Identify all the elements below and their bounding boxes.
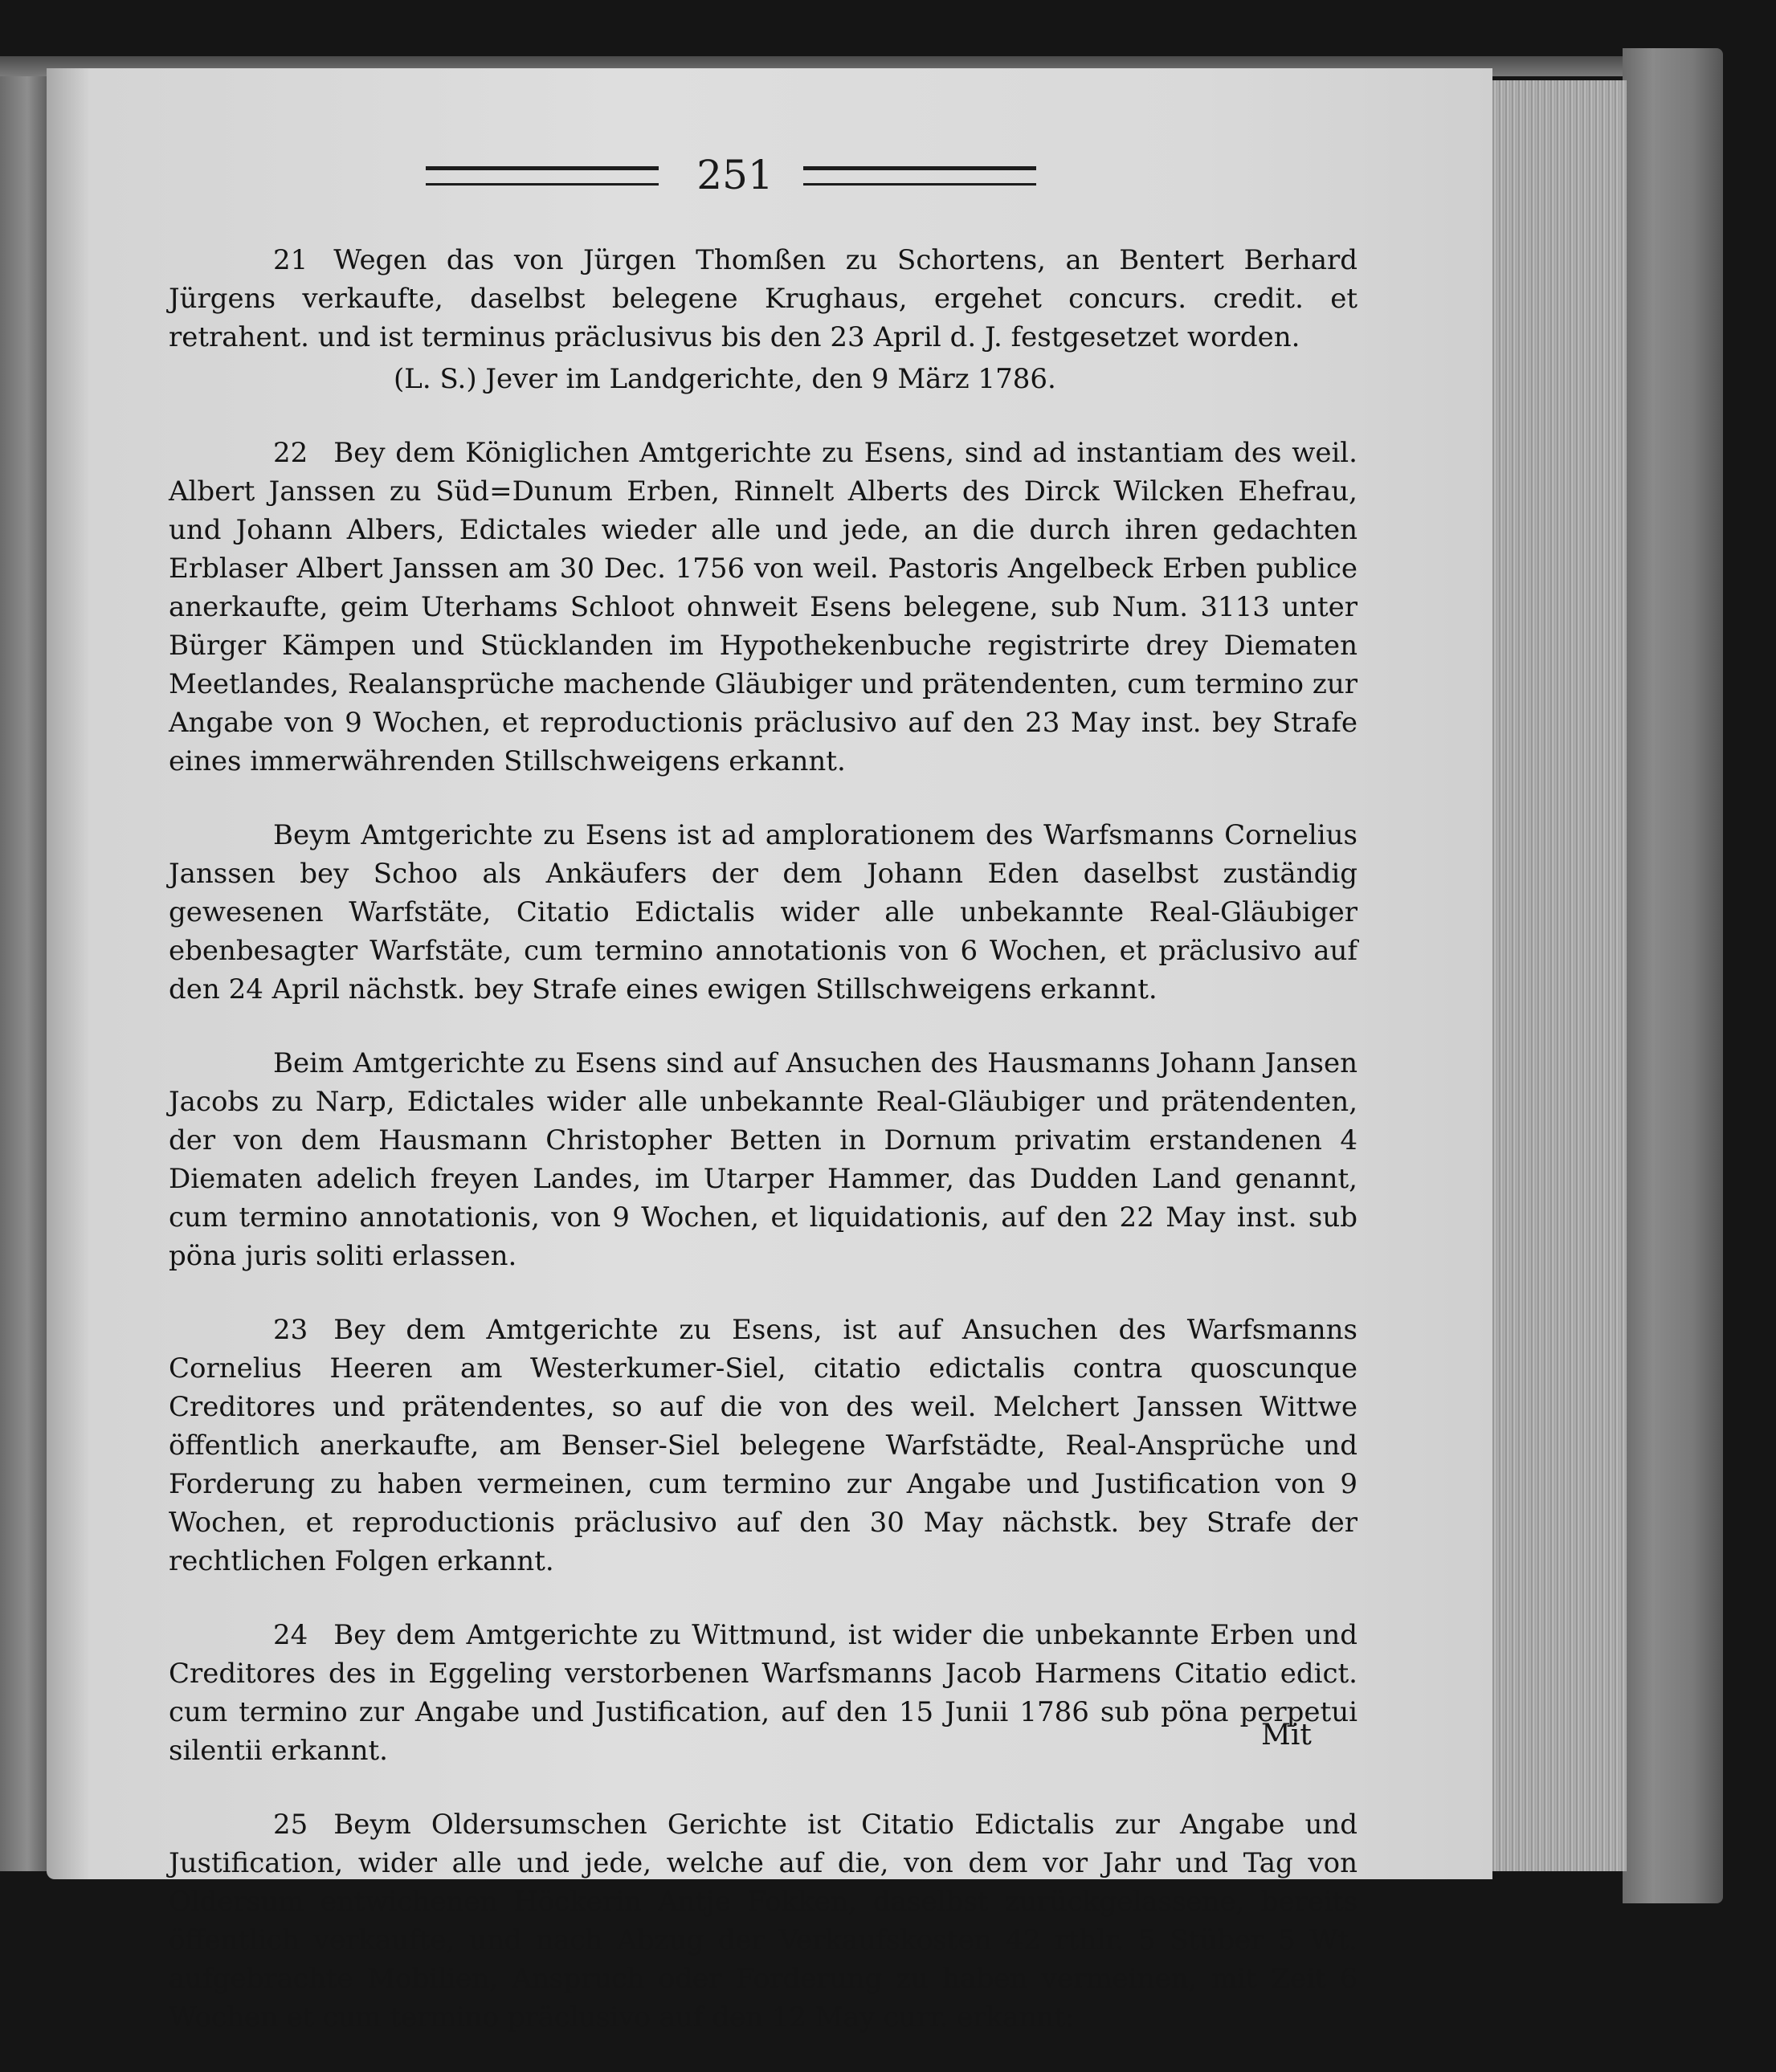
catchword: Mit [1261, 1719, 1312, 1752]
entry-paragraph [169, 1311, 1358, 1581]
page-text [169, 241, 1358, 2072]
entry-paragraph [169, 1616, 1358, 1770]
entry-text: Bey dem Königlichen Amtgerichte zu Esens, sind ad instantiam des weil. Albert Janssen zu Süd=Dunum Erben, Rinnelt Alberts des Dirck Wilcken Ehefrau, und Johann Albers, Edictales wieder alle und jede, an die durch ihren gedachten Erblaser Albert Janssen am 30 Dec. 1756 von weil. Pastoris Angelbeck Erben publice anerkaufte, geim Uterhams Schloot ohnweit Esens belegene, sub Num. 3113 unter Bürger Kämpen und Stücklanden im Hypothekenbuche registrirte drey Diematen Meetlandes, Realansprüche machende Gläubiger und prätendenten, cum termino zur Angabe von 9 Wochen, et reproductionis präclusivo auf den 23 May inst. bey Strafe eines immerwährenden Stillschweigens erkannt. [169, 437, 1358, 777]
entry-number: 24 [273, 1619, 308, 1651]
page-number: 251 [696, 152, 774, 198]
book-cover [1623, 48, 1723, 1903]
entry-number: 21 [273, 244, 308, 276]
entry-paragraph [169, 816, 1358, 1009]
entry-paragraph [169, 1044, 1358, 1275]
entry-text: Beim Amtgerichte zu Esens sind auf Ansuchen des Hausmanns Johann Jansen Jacobs zu Narp, Edictales wider alle unbekannte Real-Gläubiger und prätendenten, der von dem Hausmann Christopher Betten in Dornum privatim erstandenen 4 Diematen adelich freyen Landes, im Utarper Hammer, das Dudden Land genannt, cum termino annotationis, von 9 Wochen, et liquidationis, auf den 22 May inst. sub pöna juris soliti erlassen. [169, 1047, 1358, 1272]
page-header [426, 152, 1036, 205]
entry-text: Wegen das von Jürgen Thomßen zu Schortens, an Bentert Berhard Jürgens verkaufte, daselbst belegene Krughaus, ergehet concurs. credit. et retrahent. und ist terminus präclusivus bis den 23 April d. J. festgesetzet worden. [169, 244, 1358, 353]
entry-number: 25 [273, 1809, 308, 1841]
facing-page-edge [0, 76, 52, 1871]
entry-text: Bey dem Amtgerichte zu Wittmund, ist wider die unbekannte Erben und Creditores des in Eggeling verstorbenen Warfsmanns Jacob Harmens Citatio edict. cum termino zur Angabe und Justification, auf den 15 Junii 1786 sub pöna perpetui silentii erkannt. [169, 1619, 1358, 1767]
header-rule-left [426, 166, 659, 186]
entry-paragraph [169, 1805, 1358, 2037]
entry-text: Beym Amtgerichte zu Esens ist ad amplorationem des Warfsmanns Cornelius Janssen bey Schoo als Ankäufers der dem Johann Eden daselbst zuständig gewesenen Warfstäte, Citatio Edictalis wider alle unbekannte Real-Gläubiger ebenbesagter Warfstäte, cum termino annotationis von 6 Wochen, et präclusivo auf den 24 April nächstk. bey Strafe eines ewigen Stillschweigens erkannt. [169, 819, 1358, 1005]
entry-number: 22 [273, 437, 308, 469]
entry-text: Beym Oldersumschen Gerichte ist Citatio Edictalis zur Angabe und Justification, wider alle und jede, welche auf die, von dem vor Jahr und Tag von Oldersum entwichenen Höckerin Antje Fokken, daselbst zurückgelassene, bereits öffentlich verkaufte, und nach Abzug der Verkaufskosten 42 rthlr. 5 Stüber 5 Wt. aufgebrachte Mobilien, Anspruch oder Forderung zu haben vermeinen, mit Zeit 6 Wochen et cum termino präclusivo auf den 12 May curr. erkannt: [169, 1809, 1358, 2033]
entry-paragraph [169, 434, 1358, 781]
entry-text: Bey dem Amtgerichte zu Esens, ist auf Ansuchen des Warfsmanns Cornelius Heeren am Westerkumer-Siel, citatio edictalis contra quoscunque Creditores und prätendentes, so auf die von des weil. Melchert Janssen Wittwe öffentlich anerkaufte, am Benser-Siel belegene Warfstädte, Real-Ansprüche und Forderung zu haben vermeinen, cum termino zur Angabe und Justification von 9 Wochen, et reproductionis präclusivo auf den 30 May nächstk. bey Strafe der rechtlichen Folgen erkannt. [169, 1314, 1358, 1577]
entry-paragraph [169, 241, 1358, 357]
header-rule-right [803, 166, 1036, 186]
signature-line: (L. S.) Jever im Landgerichte, den 9 März 1786. [394, 363, 1056, 395]
page-block-edges [1490, 80, 1627, 1871]
entry-number: 23 [273, 1314, 308, 1346]
